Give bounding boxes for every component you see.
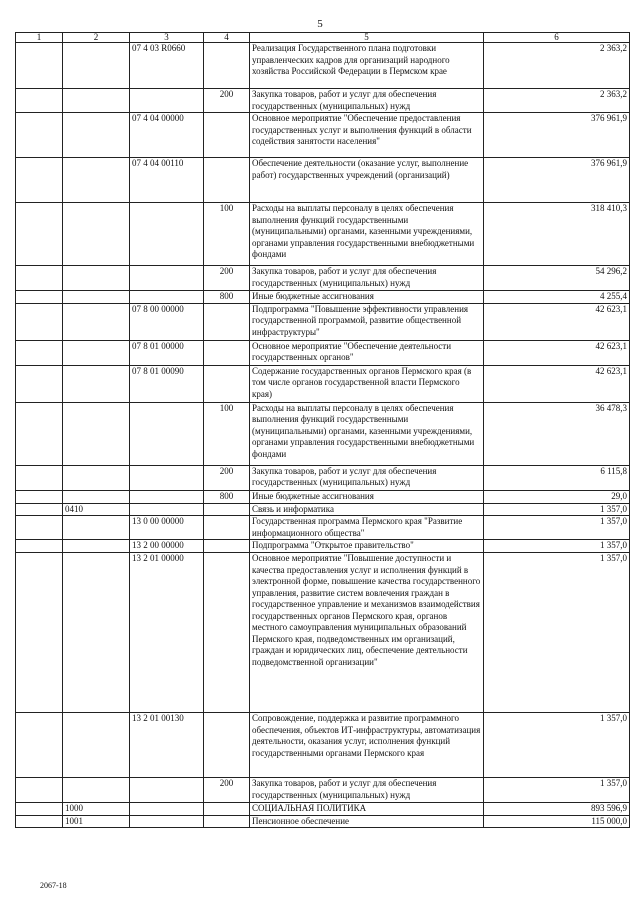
cell-col-1 (16, 203, 63, 266)
cell-col-3 (130, 815, 204, 828)
cell-col-2 (63, 465, 130, 490)
page-number: 5 (317, 18, 323, 30)
document-code: 2067-18 (40, 881, 67, 890)
cell-col-3 (130, 203, 204, 266)
cell-col-6: 1 357,0 (484, 540, 630, 553)
cell-col-3: 13 0 00 00000 (130, 516, 204, 540)
cell-col-5: Сопровождение, поддержка и развитие программного обеспечения, объектов ИТ-инфраструктуры, автоматизация деятельности, оказания услуг, исполнения функций государственными органами Пермского края (250, 713, 484, 778)
cell-col-3: 13 2 01 00130 (130, 713, 204, 778)
table-row (16, 803, 630, 816)
table-row (16, 516, 630, 540)
cell-col-3: 07 8 00 00000 (130, 303, 204, 340)
cell-col-1 (16, 43, 63, 89)
cell-col-1 (16, 465, 63, 490)
cell-col-5: СОЦИАЛЬНАЯ ПОЛИТИКА (250, 803, 484, 816)
cell-col-6: 36 478,3 (484, 402, 630, 465)
table-row (16, 303, 630, 340)
cell-col-6: 54 296,2 (484, 266, 630, 291)
cell-col-6: 1 357,0 (484, 503, 630, 516)
cell-col-4: 200 (204, 778, 250, 803)
cell-col-4 (204, 540, 250, 553)
cell-col-1 (16, 303, 63, 340)
cell-col-5: Реализация Государственного плана подготовки управленческих кадров для организаций народного хозяйства Российской Федерации в Пермском крае (250, 43, 484, 89)
cell-col-2: 1000 (63, 803, 130, 816)
table-row (16, 113, 630, 158)
cell-col-4 (204, 158, 250, 203)
column-header: 5 (250, 33, 484, 43)
cell-col-4 (204, 516, 250, 540)
cell-col-1 (16, 158, 63, 203)
cell-col-5: Расходы на выплаты персоналу в целях обеспечения выполнения функций государственными (муниципальными) органами, казенными учреждениями, органами управления государственными внебюджетными фондами (250, 402, 484, 465)
table-body (16, 43, 630, 828)
cell-col-2 (63, 553, 130, 713)
cell-col-6: 4 255,4 (484, 291, 630, 304)
cell-col-6: 2 363,2 (484, 89, 630, 113)
table-header-row (16, 33, 630, 43)
cell-col-5: Закупка товаров, работ и услуг для обеспечения государственных (муниципальных) нужд (250, 778, 484, 803)
cell-col-2 (63, 158, 130, 203)
cell-col-5: Основное мероприятие "Повышение доступности и качества предоставления услуг и исполнения функций в электронной форме, повышение качества государственного управления, развитие систем вовлечения граждан в государственное управление и механизмов взаимодействия государственных органов Пермского края, органов местного самоуправления муниципальных образований Пермского края, подведомственных им организаций, граждан и юридических лиц, обеспечение деятельности подведомственной организации" (250, 553, 484, 713)
cell-col-4 (204, 815, 250, 828)
cell-col-6: 1 357,0 (484, 778, 630, 803)
cell-col-6: 318 410,3 (484, 203, 630, 266)
cell-col-6: 115 000,0 (484, 815, 630, 828)
cell-col-3: 07 4 03 R0660 (130, 43, 204, 89)
cell-col-1 (16, 778, 63, 803)
cell-col-5: Подпрограмма "Повышение эффективности управления государственной программой, развитие общественной инфраструктуры" (250, 303, 484, 340)
table-row (16, 365, 630, 402)
cell-col-2 (63, 113, 130, 158)
cell-col-3 (130, 291, 204, 304)
cell-col-4 (204, 503, 250, 516)
cell-col-1 (16, 266, 63, 291)
cell-col-4 (204, 113, 250, 158)
cell-col-4 (204, 340, 250, 365)
cell-col-2: 1001 (63, 815, 130, 828)
column-header: 3 (130, 33, 204, 43)
cell-col-3 (130, 89, 204, 113)
cell-col-1 (16, 713, 63, 778)
cell-col-2 (63, 340, 130, 365)
cell-col-2 (63, 778, 130, 803)
column-header: 6 (484, 33, 630, 43)
cell-col-3: 07 4 04 00000 (130, 113, 204, 158)
cell-col-4: 100 (204, 402, 250, 465)
cell-col-5: Иные бюджетные ассигнования (250, 291, 484, 304)
cell-col-3: 07 8 01 00000 (130, 340, 204, 365)
cell-col-2 (63, 365, 130, 402)
cell-col-5: Связь и информатика (250, 503, 484, 516)
cell-col-2 (63, 516, 130, 540)
cell-col-4: 100 (204, 203, 250, 266)
cell-col-5: Подпрограмма "Открытое правительство" (250, 540, 484, 553)
cell-col-4 (204, 553, 250, 713)
table-row (16, 503, 630, 516)
cell-col-3: 13 2 00 00000 (130, 540, 204, 553)
cell-col-3 (130, 465, 204, 490)
table-row (16, 89, 630, 113)
cell-col-5: Закупка товаров, работ и услуг для обеспечения государственных (муниципальных) нужд (250, 89, 484, 113)
cell-col-6: 1 357,0 (484, 713, 630, 778)
cell-col-2 (63, 490, 130, 503)
cell-col-4 (204, 365, 250, 402)
cell-col-2 (63, 203, 130, 266)
cell-col-1 (16, 503, 63, 516)
table-row (16, 43, 630, 89)
cell-col-5: Государственная программа Пермского края "Развитие информационного общества" (250, 516, 484, 540)
table-row (16, 713, 630, 778)
cell-col-3 (130, 266, 204, 291)
cell-col-5: Иные бюджетные ассигнования (250, 490, 484, 503)
cell-col-6: 376 961,9 (484, 158, 630, 203)
cell-col-6: 42 623,1 (484, 365, 630, 402)
cell-col-2 (63, 303, 130, 340)
cell-col-2: 0410 (63, 503, 130, 516)
cell-col-5: Закупка товаров, работ и услуг для обеспечения государственных (муниципальных) нужд (250, 465, 484, 490)
cell-col-4: 800 (204, 490, 250, 503)
cell-col-6: 893 596,9 (484, 803, 630, 816)
cell-col-1 (16, 815, 63, 828)
cell-col-3 (130, 803, 204, 816)
cell-col-1 (16, 113, 63, 158)
cell-col-5: Основное мероприятие "Обеспечение предоставления государственных услуг и выполнения функций в области содействия занятости населения" (250, 113, 484, 158)
cell-col-3 (130, 503, 204, 516)
cell-col-6: 1 357,0 (484, 553, 630, 713)
cell-col-3: 07 8 01 00090 (130, 365, 204, 402)
table-row (16, 490, 630, 503)
table-row (16, 465, 630, 490)
cell-col-2 (63, 291, 130, 304)
table-row (16, 402, 630, 465)
cell-col-4: 800 (204, 291, 250, 304)
cell-col-6: 42 623,1 (484, 303, 630, 340)
cell-col-3: 13 2 01 00000 (130, 553, 204, 713)
cell-col-4: 200 (204, 89, 250, 113)
table-row (16, 340, 630, 365)
cell-col-6: 6 115,8 (484, 465, 630, 490)
cell-col-4 (204, 713, 250, 778)
table-row (16, 158, 630, 203)
cell-col-1 (16, 490, 63, 503)
cell-col-2 (63, 402, 130, 465)
cell-col-1 (16, 553, 63, 713)
cell-col-3 (130, 402, 204, 465)
cell-col-4: 200 (204, 266, 250, 291)
column-header: 4 (204, 33, 250, 43)
cell-col-2 (63, 540, 130, 553)
cell-col-4 (204, 303, 250, 340)
table-row (16, 540, 630, 553)
column-header: 1 (16, 33, 63, 43)
cell-col-1 (16, 340, 63, 365)
cell-col-2 (63, 89, 130, 113)
table-row (16, 291, 630, 304)
table-row (16, 815, 630, 828)
cell-col-5: Расходы на выплаты персоналу в целях обеспечения выполнения функций государственными (муниципальными) органами, казенными учреждениями, органами управления государственными внебюджетными фондами (250, 203, 484, 266)
cell-col-5: Обеспечение деятельности (оказание услуг, выполнение работ) государственных учреждений (организаций) (250, 158, 484, 203)
cell-col-1 (16, 365, 63, 402)
cell-col-1 (16, 540, 63, 553)
cell-col-1 (16, 803, 63, 816)
cell-col-3: 07 4 04 00110 (130, 158, 204, 203)
cell-col-3 (130, 490, 204, 503)
table-row (16, 266, 630, 291)
cell-col-1 (16, 291, 63, 304)
cell-col-6: 42 623,1 (484, 340, 630, 365)
cell-col-5: Пенсионное обеспечение (250, 815, 484, 828)
table-row (16, 553, 630, 713)
cell-col-1 (16, 516, 63, 540)
cell-col-6: 1 357,0 (484, 516, 630, 540)
cell-col-1 (16, 402, 63, 465)
cell-col-6: 29,0 (484, 490, 630, 503)
cell-col-2 (63, 43, 130, 89)
table-row (16, 203, 630, 266)
cell-col-6: 376 961,9 (484, 113, 630, 158)
cell-col-2 (63, 266, 130, 291)
cell-col-2 (63, 713, 130, 778)
budget-table (15, 32, 630, 828)
column-header: 2 (63, 33, 130, 43)
cell-col-4 (204, 803, 250, 816)
table-row (16, 778, 630, 803)
cell-col-6: 2 363,2 (484, 43, 630, 89)
cell-col-5: Основное мероприятие "Обеспечение деятельности государственных органов" (250, 340, 484, 365)
cell-col-1 (16, 89, 63, 113)
cell-col-5: Содержание государственных органов Пермского края (в том числе органов государственной власти Пермского края) (250, 365, 484, 402)
cell-col-5: Закупка товаров, работ и услуг для обеспечения государственных (муниципальных) нужд (250, 266, 484, 291)
cell-col-3 (130, 778, 204, 803)
cell-col-4: 200 (204, 465, 250, 490)
cell-col-4 (204, 43, 250, 89)
